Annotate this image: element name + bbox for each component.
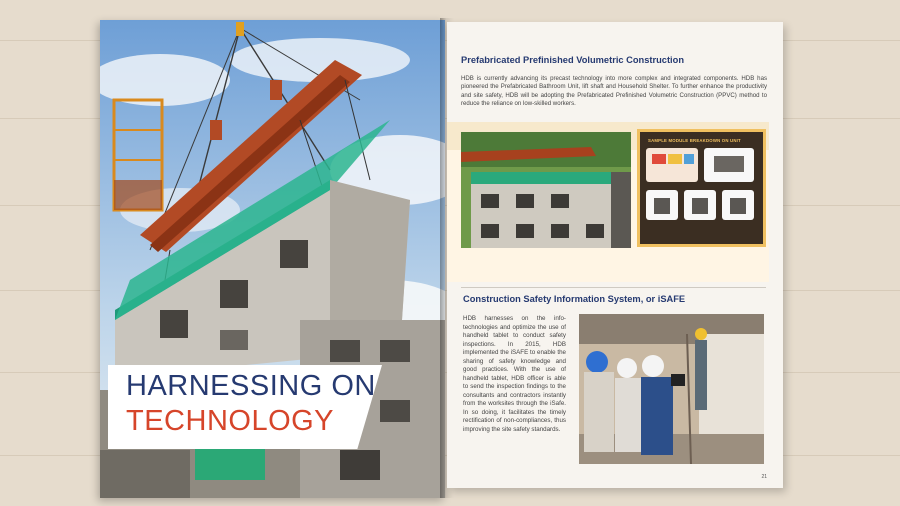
safety-inspection-photo [579, 314, 764, 464]
right-page [447, 22, 783, 488]
ppvc-site-photo [461, 132, 631, 248]
left-page-photo [100, 20, 445, 498]
module-breakdown-panel [637, 129, 766, 247]
section-heading-isafe: Construction Safety Information System, or iSAFE [463, 294, 686, 304]
page-title-line2: TECHNOLOGY [126, 405, 335, 437]
module-shapes-drawing [640, 132, 757, 238]
section-heading-ppvc: Prefabricated Prefinished Volumetric Construction [461, 55, 684, 65]
section-divider [461, 287, 766, 288]
section-body-isafe: HDB harnesses on the info-technologies and optimize the use of handheld tablet to conduct safety inspections. In 2015, HDB implemented the iSAFE to enable the sharing of safety knowledge and good practices. With the use of handheld tablet, HDB officer is able to send the inspection findings to the consultants and contractors instantly from the worksites through the iSafe. In so doing, it facilitates the timely rectification of non-compliances, thus improving the site safety standards. [463, 315, 566, 433]
panel-title: SAMPLE MODULE BREAKDOWN ON UNIT [648, 138, 741, 143]
page-number: 21 [761, 474, 767, 480]
page-title-line1: HARNESSING ON [126, 370, 376, 402]
section-body-ppvc: HDB is currently advancing its precast technology into more complex and integrated components. HDB has pioneered the Prefabricated Bathroom Unit, lift shaft and Household Shelter. To further enhance the productivity and site safety, HDB will be adopting the Prefabricated Prefinished Volumetric Construction (PPVC) method to reduce the reliance on low-skilled workers. [461, 75, 767, 108]
